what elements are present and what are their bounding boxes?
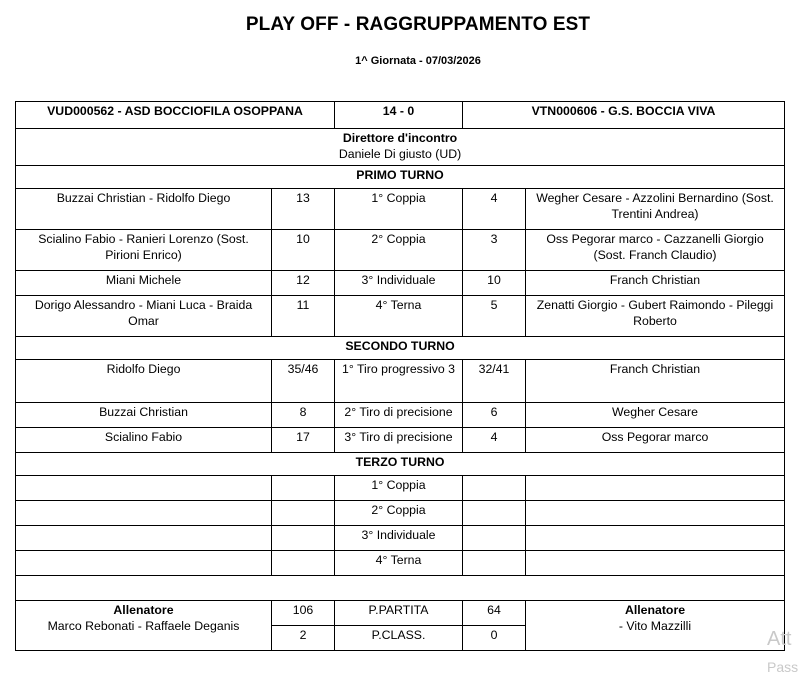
home-score: 13 (272, 189, 335, 230)
home-score: 8 (272, 403, 335, 428)
game-type: 4° Terna (335, 551, 463, 576)
away-coach-label: Allenatore (624, 603, 686, 617)
home-score (272, 501, 335, 526)
away-score: 32/41 (463, 360, 526, 403)
turn3-title: TERZO TURNO (16, 453, 785, 476)
away-score: 6 (463, 403, 526, 428)
home-match-points: 106 (272, 601, 335, 626)
away-team: VTN000606 - G.S. BOCCIA VIVA (463, 102, 785, 129)
spacer-row (16, 576, 785, 601)
home-players: Scialino Fabio - Ranieri Lorenzo (Sost. Pirioni Enrico) (16, 230, 272, 271)
away-score: 4 (463, 428, 526, 453)
director-name: Daniele Di giusto (UD) (338, 147, 462, 161)
game-type: 2° Coppia (335, 501, 463, 526)
home-score: 11 (272, 296, 335, 337)
game-row (16, 403, 785, 428)
away-class-points: 0 (463, 626, 526, 651)
home-players: Buzzai Christian - Ridolfo Diego (16, 189, 272, 230)
round-date: 1^ Giornata - 07/03/2026 (355, 55, 481, 67)
home-players: Scialino Fabio (16, 428, 272, 453)
game-row (16, 296, 785, 337)
home-coach-label: Allenatore (113, 603, 174, 617)
away-players: Oss Pegorar marco (526, 428, 785, 453)
game-row (16, 360, 785, 403)
activation-watermark-line1: Att (767, 628, 792, 650)
match-sheet-table (15, 101, 785, 651)
game-type: 3° Tiro di precisione (335, 428, 463, 453)
away-players: Franch Christian (526, 271, 785, 296)
game-row (16, 501, 785, 526)
home-score: 10 (272, 230, 335, 271)
game-row (16, 476, 785, 501)
match-points-label: P.PARTITA (335, 601, 463, 626)
home-players: Miani Michele (16, 271, 272, 296)
away-match-points: 64 (463, 601, 526, 626)
game-row (16, 271, 785, 296)
home-players (16, 501, 272, 526)
turn3-header (16, 453, 785, 476)
turn1-title: PRIMO TURNO (16, 166, 785, 189)
home-players: Ridolfo Diego (16, 360, 272, 403)
game-row (16, 428, 785, 453)
footer-row-1 (16, 601, 785, 626)
home-score: 17 (272, 428, 335, 453)
game-type: 2° Coppia (335, 230, 463, 271)
turn2-header (16, 337, 785, 360)
away-score: 3 (463, 230, 526, 271)
home-players: Buzzai Christian (16, 403, 272, 428)
game-type: 4° Terna (335, 296, 463, 337)
away-players: Zenatti Giorgio - Gubert Raimondo - Pileggi Roberto (526, 296, 785, 337)
game-type: 1° Coppia (335, 476, 463, 501)
home-score (272, 551, 335, 576)
turn1-header (16, 166, 785, 189)
final-score: 14 - 0 (335, 102, 463, 129)
home-players (16, 476, 272, 501)
home-coach: Marco Rebonati - Raffaele Deganis (47, 619, 240, 633)
home-score (272, 526, 335, 551)
home-team: VUD000562 - ASD BOCCIOFILA OSOPPANA (16, 102, 335, 129)
home-score: 12 (272, 271, 335, 296)
away-players (526, 501, 785, 526)
director-row (16, 129, 785, 166)
away-players (526, 551, 785, 576)
game-type: 1° Tiro progressivo 3 (335, 360, 463, 403)
away-score: 5 (463, 296, 526, 337)
away-score (463, 476, 526, 501)
away-players (526, 526, 785, 551)
away-score (463, 551, 526, 576)
game-row (16, 551, 785, 576)
turn2-title: SECONDO TURNO (16, 337, 785, 360)
match-header-row (16, 102, 785, 129)
away-coach: - Vito Mazzilli (618, 619, 692, 633)
page-title: PLAY OFF - RAGGRUPPAMENTO EST (245, 14, 591, 35)
away-players: Oss Pegorar marco - Cazzanelli Giorgio (Sost. Franch Claudio) (526, 230, 785, 271)
home-players (16, 551, 272, 576)
game-row (16, 526, 785, 551)
game-type: 3° Individuale (335, 271, 463, 296)
away-players: Wegher Cesare (526, 403, 785, 428)
away-players: Franch Christian (526, 360, 785, 403)
game-type: 2° Tiro di precisione (335, 403, 463, 428)
game-type: 3° Individuale (335, 526, 463, 551)
away-coach-cell (526, 601, 785, 651)
away-score: 4 (463, 189, 526, 230)
away-players: Wegher Cesare - Azzolini Bernardino (Sost. Trentini Andrea) (526, 189, 785, 230)
director-label: Direttore d'incontro (342, 131, 458, 145)
home-players (16, 526, 272, 551)
home-score: 35/46 (272, 360, 335, 403)
away-score: 10 (463, 271, 526, 296)
home-coach-cell (16, 601, 272, 651)
away-score (463, 526, 526, 551)
game-type: 1° Coppia (335, 189, 463, 230)
away-players (526, 476, 785, 501)
away-score (463, 501, 526, 526)
home-class-points: 2 (272, 626, 335, 651)
game-row (16, 230, 785, 271)
class-points-label: P.CLASS. (335, 626, 463, 651)
home-players: Dorigo Alessandro - Miani Luca - Braida Omar (16, 296, 272, 337)
game-row (16, 189, 785, 230)
activation-watermark-line2: Pass (767, 659, 799, 675)
home-score (272, 476, 335, 501)
